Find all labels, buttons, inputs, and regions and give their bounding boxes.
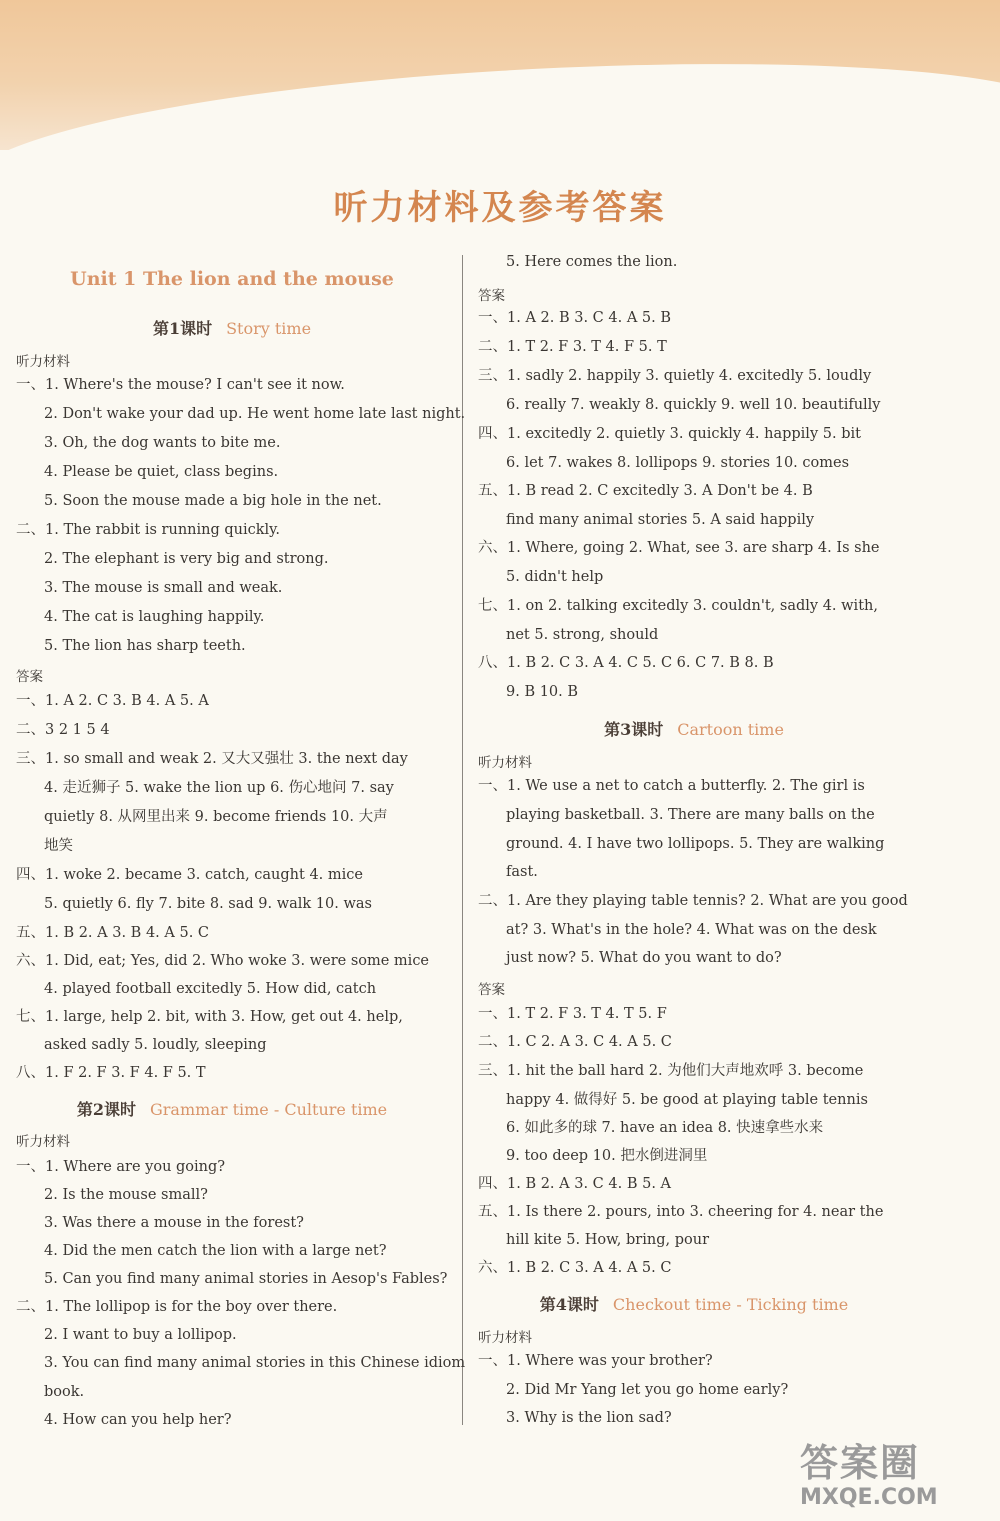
answer-line: happy 4. 做得好 5. be good at playing table tennis bbox=[506, 1092, 868, 1108]
answer-line: 一、1. T 2. F 3. T 4. T 5. F bbox=[478, 1006, 667, 1022]
answer-line: 四、1. excitedly 2. quietly 3. quickly 4. happily 5. bit bbox=[478, 426, 861, 442]
answer-line: 七、1. on 2. talking excitedly 3. couldn't, sadly 4. with, bbox=[478, 598, 878, 614]
lesson-1-heading bbox=[16, 316, 448, 339]
text-line: 3. Oh, the dog wants to bite me. bbox=[44, 435, 281, 451]
text-line: 二、1. Are they playing table tennis? 2. What are you good bbox=[478, 893, 908, 909]
lesson-3-name: Cartoon time bbox=[677, 720, 784, 739]
column-divider bbox=[462, 255, 463, 1425]
lesson-2-name: Grammar time - Culture time bbox=[150, 1100, 388, 1119]
text-line: 一、1. We use a net to catch a butterfly. 2. The girl is bbox=[478, 778, 865, 794]
site-watermark bbox=[800, 1432, 990, 1517]
text-line: 3. Was there a mouse in the forest? bbox=[44, 1215, 304, 1231]
lesson-1-number: 第1课时 bbox=[152, 319, 213, 338]
text-line: book. bbox=[44, 1384, 85, 1400]
text-line: 2. Did Mr Yang let you go home early? bbox=[506, 1382, 789, 1398]
text-line: 3. The mouse is small and weak. bbox=[44, 580, 283, 596]
answer-line: 四、1. B 2. A 3. C 4. B 5. A bbox=[478, 1176, 672, 1192]
text-line: ground. 4. I have two lollipops. 5. They are walking bbox=[506, 836, 885, 852]
answer-line: 三、1. so small and weak 2. 又大又强壮 3. the next day bbox=[16, 751, 408, 767]
lesson-2-number: 第2课时 bbox=[76, 1100, 136, 1119]
lesson-2-heading bbox=[16, 1097, 448, 1120]
text-line: fast. bbox=[506, 864, 538, 880]
answer-line: 地笑 bbox=[44, 838, 73, 854]
answer-line: 八、1. F 2. F 3. F 4. F 5. T bbox=[16, 1065, 206, 1081]
text-line: 3. Why is the lion sad? bbox=[506, 1410, 672, 1426]
lesson-2-answer-label: 答案 bbox=[478, 288, 505, 304]
text-line: 2. Don't wake your dad up. He went home late last night. bbox=[44, 406, 466, 422]
answer-line: 6. 如此多的球 7. have an idea 8. 快速拿些水来 bbox=[506, 1120, 824, 1136]
answer-line: 四、1. woke 2. became 3. catch, caught 4. mice bbox=[16, 867, 363, 883]
answer-line: hill kite 5. How, bring, pour bbox=[506, 1232, 709, 1248]
text-line: 一、1. Where was your brother? bbox=[478, 1353, 713, 1369]
lesson-4-heading bbox=[478, 1292, 910, 1315]
answer-line: 六、1. Where, going 2. What, see 3. are sharp 4. Is she bbox=[478, 540, 880, 556]
text-line: at? 3. What's in the hole? 4. What was on the desk bbox=[506, 922, 877, 938]
text-line: 2. Is the mouse small? bbox=[44, 1187, 208, 1203]
answer-line: 二、1. C 2. A 3. C 4. A 5. C bbox=[478, 1034, 672, 1050]
unit-title: Unit 1 The lion and the mouse bbox=[70, 268, 394, 290]
lesson-2-listening-label: 听力材料 bbox=[16, 1134, 70, 1150]
lesson-3-answer-label: 答案 bbox=[478, 982, 505, 998]
text-line: 二、1. The lollipop is for the boy over there. bbox=[16, 1299, 338, 1315]
text-line: just now? 5. What do you want to do? bbox=[506, 950, 782, 966]
text-line: 4. Please be quiet, class begins. bbox=[44, 464, 279, 480]
answer-line: 七、1. large, help 2. bit, with 3. How, get out 4. help, bbox=[16, 1009, 403, 1025]
lesson-3-listening-label: 听力材料 bbox=[478, 755, 532, 771]
answer-line: 4. played football excitedly 5. How did, catch bbox=[44, 981, 377, 997]
text-line: 5. Here comes the lion. bbox=[506, 254, 678, 270]
lesson-1-answer-label: 答案 bbox=[16, 669, 43, 685]
watermark-url: MXQE.COM bbox=[800, 1485, 938, 1510]
answer-line: 六、1. Did, eat; Yes, did 2. Who woke 3. were some mice bbox=[16, 953, 430, 969]
answer-line: 9. B 10. B bbox=[506, 684, 579, 700]
watermark-logo-text: 答案圈 bbox=[800, 1441, 921, 1485]
answer-line: 6. really 7. weakly 8. quickly 9. well 10. beautifully bbox=[506, 397, 881, 413]
answer-line: 5. quietly 6. fly 7. bite 8. sad 9. walk 10. was bbox=[44, 896, 372, 912]
text-line: 二、1. The rabbit is running quickly. bbox=[16, 522, 281, 538]
answer-line: 五、1. Is there 2. pours, into 3. cheering for 4. near the bbox=[478, 1204, 884, 1220]
text-line: 4. The cat is laughing happily. bbox=[44, 609, 265, 625]
answer-line: quietly 8. 从网里出来 9. become friends 10. 大声 bbox=[44, 809, 388, 825]
lesson-3-number: 第3课时 bbox=[604, 720, 664, 739]
text-line: 一、1. Where's the mouse? I can't see it now. bbox=[16, 377, 345, 393]
answer-line: 一、1. A 2. C 3. B 4. A 5. A bbox=[16, 693, 209, 709]
lesson-1-name: Story time bbox=[226, 319, 312, 338]
answer-line: 五、1. B read 2. C excitedly 3. A Don't be 4. B bbox=[478, 483, 813, 499]
answer-line: 5. didn't help bbox=[506, 569, 604, 585]
answer-line: 一、1. A 2. B 3. C 4. A 5. B bbox=[478, 310, 672, 326]
lesson-4-number: 第4课时 bbox=[539, 1295, 599, 1314]
answer-line: 二、1. T 2. F 3. T 4. F 5. T bbox=[478, 339, 667, 355]
text-line: 2. I want to buy a lollipop. bbox=[44, 1327, 237, 1343]
answer-line: 八、1. B 2. C 3. A 4. C 5. C 6. C 7. B 8. B bbox=[478, 655, 774, 671]
text-line: playing basketball. 3. There are many balls on the bbox=[506, 807, 875, 823]
text-line: 4. Did the men catch the lion with a large net? bbox=[44, 1243, 387, 1259]
answer-line: 六、1. B 2. C 3. A 4. A 5. C bbox=[478, 1260, 672, 1276]
answer-line: 二、3 2 1 5 4 bbox=[16, 722, 110, 738]
page-title: 听力材料及参考答案 bbox=[333, 188, 667, 228]
text-line: 5. Soon the mouse made a big hole in the net. bbox=[44, 493, 382, 509]
answer-line: net 5. strong, should bbox=[506, 627, 659, 643]
lesson-4-listening-label: 听力材料 bbox=[478, 1330, 532, 1346]
answer-line: 9. too deep 10. 把水倒进洞里 bbox=[506, 1148, 708, 1164]
text-line: 5. Can you find many animal stories in Aesop's Fables? bbox=[44, 1271, 448, 1287]
text-line: 一、1. Where are you going? bbox=[16, 1159, 226, 1175]
lesson-3-heading bbox=[478, 717, 910, 740]
answer-line: 三、1. hit the ball hard 2. 为他们大声地欢呼 3. become bbox=[478, 1063, 864, 1079]
answer-line: 三、1. sadly 2. happily 3. quietly 4. excitedly 5. loudly bbox=[478, 368, 872, 384]
text-line: 5. The lion has sharp teeth. bbox=[44, 638, 246, 654]
lesson-4-name: Checkout time - Ticking time bbox=[612, 1295, 849, 1314]
answer-line: 6. let 7. wakes 8. lollipops 9. stories 10. comes bbox=[506, 455, 850, 471]
answer-line: asked sadly 5. loudly, sleeping bbox=[44, 1037, 267, 1053]
lesson-1-listening-label: 听力材料 bbox=[16, 354, 70, 370]
answer-line: 五、1. B 2. A 3. B 4. A 5. C bbox=[16, 925, 210, 941]
text-line: 4. How can you help her? bbox=[44, 1412, 232, 1428]
answer-line: find many animal stories 5. A said happily bbox=[506, 512, 815, 528]
text-line: 3. You can find many animal stories in this Chinese idiom bbox=[44, 1355, 466, 1371]
answer-line: 4. 走近狮子 5. wake the lion up 6. 伤心地问 7. say bbox=[44, 780, 394, 796]
text-line: 2. The elephant is very big and strong. bbox=[44, 551, 329, 567]
